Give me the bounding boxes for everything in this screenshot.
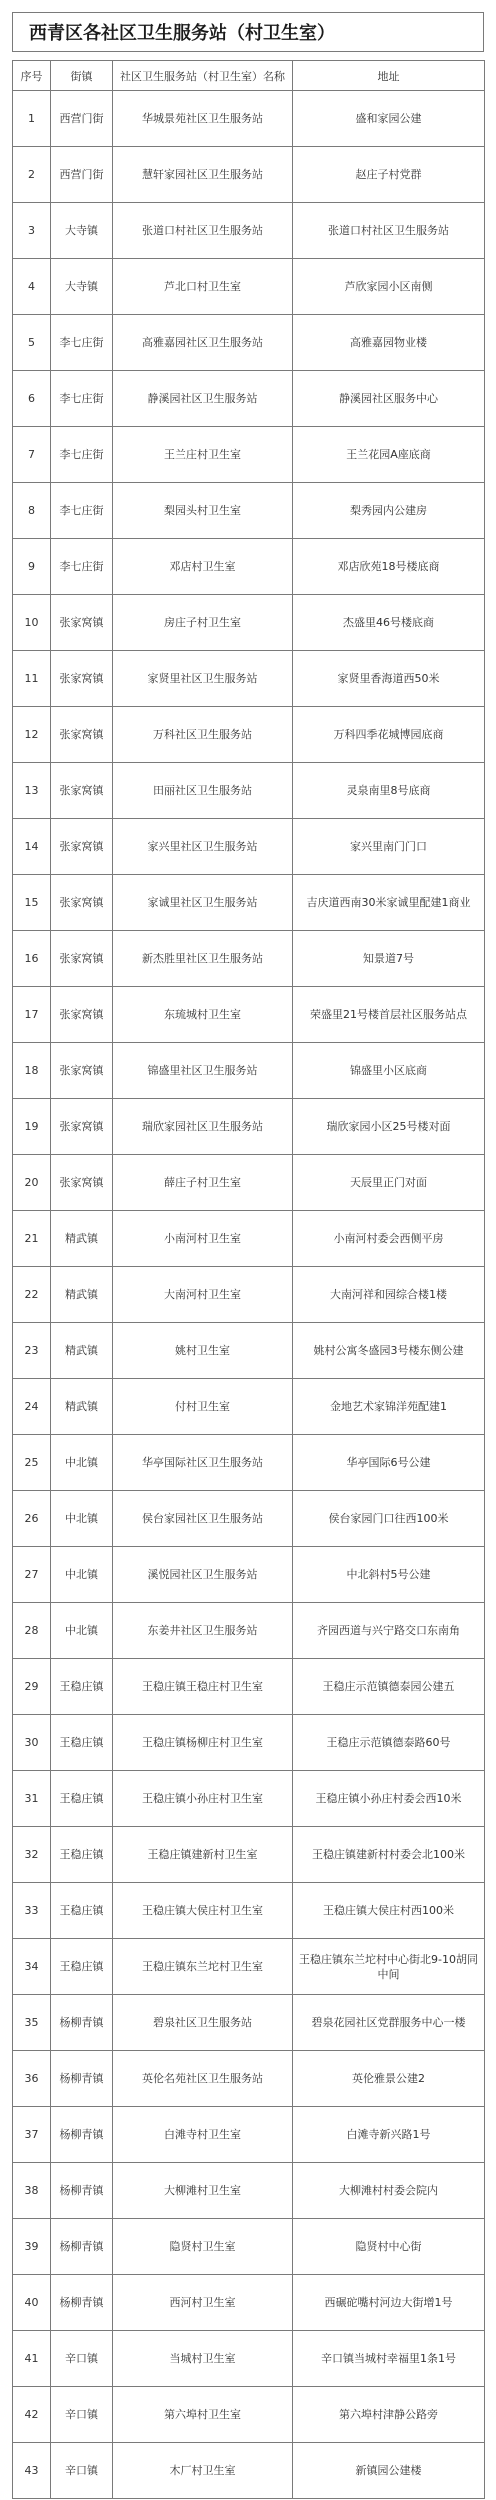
cell-street: 精武镇 xyxy=(51,1267,113,1323)
cell-name: 木厂村卫生室 xyxy=(113,2443,293,2499)
cell-name: 东琉城村卫生室 xyxy=(113,987,293,1043)
cell-index: 43 xyxy=(13,2443,51,2499)
cell-street: 辛口镇 xyxy=(51,2331,113,2387)
cell-street: 王稳庄镇 xyxy=(51,1883,113,1939)
cell-street: 西营门街 xyxy=(51,147,113,203)
cell-address: 王兰花园A座底商 xyxy=(293,427,485,483)
cell-address: 新镇园公建楼 xyxy=(293,2443,485,2499)
cell-street: 王稳庄镇 xyxy=(51,1659,113,1715)
cell-index: 26 xyxy=(13,1491,51,1547)
cell-address: 小南河村委会西侧平房 xyxy=(293,1211,485,1267)
cell-name: 薛庄子村卫生室 xyxy=(113,1155,293,1211)
header-address: 地址 xyxy=(293,61,485,91)
cell-index: 24 xyxy=(13,1379,51,1435)
cell-name: 王稳庄镇小孙庄村卫生室 xyxy=(113,1771,293,1827)
cell-street: 辛口镇 xyxy=(51,2443,113,2499)
cell-address: 高雅嘉园物业楼 xyxy=(293,315,485,371)
table-row xyxy=(13,1435,485,1491)
cell-name: 瑞欣家园社区卫生服务站 xyxy=(113,1099,293,1155)
cell-street: 杨柳青镇 xyxy=(51,2163,113,2219)
cell-name: 白滩寺村卫生室 xyxy=(113,2107,293,2163)
table-row xyxy=(13,1323,485,1379)
cell-index: 2 xyxy=(13,147,51,203)
cell-address: 锦盛里小区底商 xyxy=(293,1043,485,1099)
table-row xyxy=(13,2163,485,2219)
cell-address: 王稳庄镇建新村村委会北100米 xyxy=(293,1827,485,1883)
cell-address: 白滩寺新兴路1号 xyxy=(293,2107,485,2163)
cell-index: 6 xyxy=(13,371,51,427)
cell-address: 芦欣家园小区南侧 xyxy=(293,259,485,315)
cell-street: 张家窝镇 xyxy=(51,875,113,931)
table-row xyxy=(13,1771,485,1827)
cell-name: 邓店村卫生室 xyxy=(113,539,293,595)
cell-address: 梨秀园内公建房 xyxy=(293,483,485,539)
cell-index: 5 xyxy=(13,315,51,371)
cell-name: 大南河村卫生室 xyxy=(113,1267,293,1323)
table-row xyxy=(13,707,485,763)
cell-street: 西营门街 xyxy=(51,91,113,147)
cell-index: 34 xyxy=(13,1939,51,1995)
cell-index: 7 xyxy=(13,427,51,483)
cell-name: 侯台家园社区卫生服务站 xyxy=(113,1491,293,1547)
cell-street: 杨柳青镇 xyxy=(51,2107,113,2163)
cell-name: 王兰庄村卫生室 xyxy=(113,427,293,483)
header-name: 社区卫生服务站（村卫生室）名称 xyxy=(113,61,293,91)
cell-address: 邓店欣苑18号楼底商 xyxy=(293,539,485,595)
cell-name: 王稳庄镇建新村卫生室 xyxy=(113,1827,293,1883)
table-row xyxy=(13,651,485,707)
table-row xyxy=(13,539,485,595)
cell-name: 房庄子村卫生室 xyxy=(113,595,293,651)
cell-address: 家兴里南门门口 xyxy=(293,819,485,875)
cell-address: 家贤里香海道西50米 xyxy=(293,651,485,707)
cell-index: 11 xyxy=(13,651,51,707)
cell-name: 万科社区卫生服务站 xyxy=(113,707,293,763)
table-row xyxy=(13,763,485,819)
cell-address: 瑞欣家园小区25号楼对面 xyxy=(293,1099,485,1155)
clinic-table xyxy=(12,60,485,2499)
table-row xyxy=(13,1547,485,1603)
cell-index: 36 xyxy=(13,2051,51,2107)
cell-address: 荣盛里21号楼首层社区服务站点 xyxy=(293,987,485,1043)
cell-name: 姚村卫生室 xyxy=(113,1323,293,1379)
cell-street: 张家窝镇 xyxy=(51,819,113,875)
cell-street: 王稳庄镇 xyxy=(51,1939,113,1995)
cell-street: 王稳庄镇 xyxy=(51,1827,113,1883)
cell-street: 张家窝镇 xyxy=(51,987,113,1043)
cell-index: 15 xyxy=(13,875,51,931)
cell-address: 杰盛里46号楼底商 xyxy=(293,595,485,651)
cell-address: 静溪园社区服务中心 xyxy=(293,371,485,427)
cell-index: 37 xyxy=(13,2107,51,2163)
cell-street: 李七庄街 xyxy=(51,371,113,427)
cell-address: 知景道7号 xyxy=(293,931,485,987)
cell-name: 东姜井社区卫生服务站 xyxy=(113,1603,293,1659)
cell-address: 碧泉花园社区党群服务中心一楼 xyxy=(293,1995,485,2051)
table-row xyxy=(13,2275,485,2331)
cell-name: 华亭国际社区卫生服务站 xyxy=(113,1435,293,1491)
cell-index: 23 xyxy=(13,1323,51,1379)
cell-street: 李七庄街 xyxy=(51,427,113,483)
cell-index: 42 xyxy=(13,2387,51,2443)
cell-index: 39 xyxy=(13,2219,51,2275)
cell-name: 大柳滩村卫生室 xyxy=(113,2163,293,2219)
table-row xyxy=(13,2387,485,2443)
cell-address: 姚村公寓冬盛园3号楼东侧公建 xyxy=(293,1323,485,1379)
cell-index: 4 xyxy=(13,259,51,315)
cell-street: 张家窝镇 xyxy=(51,1155,113,1211)
table-row xyxy=(13,1491,485,1547)
table-row xyxy=(13,427,485,483)
cell-name: 当城村卫生室 xyxy=(113,2331,293,2387)
table-row xyxy=(13,875,485,931)
cell-index: 13 xyxy=(13,763,51,819)
cell-street: 李七庄街 xyxy=(51,539,113,595)
cell-address: 侯台家园门口往西100米 xyxy=(293,1491,485,1547)
cell-name: 付村卫生室 xyxy=(113,1379,293,1435)
cell-street: 李七庄街 xyxy=(51,483,113,539)
cell-index: 35 xyxy=(13,1995,51,2051)
table-row xyxy=(13,1939,485,1995)
cell-address: 大南河祥和园综合楼1楼 xyxy=(293,1267,485,1323)
cell-address: 赵庄子村党群 xyxy=(293,147,485,203)
cell-name: 家贤里社区卫生服务站 xyxy=(113,651,293,707)
cell-street: 张家窝镇 xyxy=(51,931,113,987)
table-body xyxy=(13,91,485,2499)
cell-street: 精武镇 xyxy=(51,1323,113,1379)
cell-street: 大寺镇 xyxy=(51,203,113,259)
cell-street: 张家窝镇 xyxy=(51,595,113,651)
header-row xyxy=(13,61,485,91)
cell-name: 张道口村社区卫生服务站 xyxy=(113,203,293,259)
table-row xyxy=(13,315,485,371)
table-row xyxy=(13,147,485,203)
cell-index: 20 xyxy=(13,1155,51,1211)
cell-address: 王稳庄示范镇德泰路60号 xyxy=(293,1715,485,1771)
cell-index: 9 xyxy=(13,539,51,595)
table-row xyxy=(13,2051,485,2107)
cell-name: 芦北口村卫生室 xyxy=(113,259,293,315)
cell-address: 第六埠村津静公路旁 xyxy=(293,2387,485,2443)
cell-street: 张家窝镇 xyxy=(51,1043,113,1099)
cell-name: 王稳庄镇杨柳庄村卫生室 xyxy=(113,1715,293,1771)
table-row xyxy=(13,1211,485,1267)
cell-address: 英伦雅景公建2 xyxy=(293,2051,485,2107)
table-row xyxy=(13,1659,485,1715)
cell-name: 田丽社区卫生服务站 xyxy=(113,763,293,819)
table-row xyxy=(13,259,485,315)
table-row xyxy=(13,483,485,539)
cell-address: 中北斜村5号公建 xyxy=(293,1547,485,1603)
cell-address: 吉庆道西南30米家诚里配建1商业 xyxy=(293,875,485,931)
cell-address: 华亭国际6号公建 xyxy=(293,1435,485,1491)
cell-street: 张家窝镇 xyxy=(51,707,113,763)
cell-street: 王稳庄镇 xyxy=(51,1771,113,1827)
table-row xyxy=(13,1995,485,2051)
table-row xyxy=(13,2443,485,2499)
cell-index: 40 xyxy=(13,2275,51,2331)
cell-address: 辛口镇当城村幸福里1条1号 xyxy=(293,2331,485,2387)
cell-index: 14 xyxy=(13,819,51,875)
cell-index: 8 xyxy=(13,483,51,539)
cell-address: 王稳庄镇小孙庄村委会西10米 xyxy=(293,1771,485,1827)
cell-index: 27 xyxy=(13,1547,51,1603)
cell-street: 杨柳青镇 xyxy=(51,2219,113,2275)
cell-street: 精武镇 xyxy=(51,1379,113,1435)
cell-name: 华城景苑社区卫生服务站 xyxy=(113,91,293,147)
table-row xyxy=(13,819,485,875)
cell-name: 家诚里社区卫生服务站 xyxy=(113,875,293,931)
cell-index: 33 xyxy=(13,1883,51,1939)
cell-address: 齐园西道与兴宁路交口东南角 xyxy=(293,1603,485,1659)
cell-address: 王稳庄镇东兰坨村中心街北9-10胡同中间 xyxy=(293,1939,485,1995)
cell-index: 3 xyxy=(13,203,51,259)
cell-street: 李七庄街 xyxy=(51,315,113,371)
table-row xyxy=(13,1155,485,1211)
cell-address: 隐贤村中心街 xyxy=(293,2219,485,2275)
cell-name: 溪悦园社区卫生服务站 xyxy=(113,1547,293,1603)
cell-name: 慧轩家园社区卫生服务站 xyxy=(113,147,293,203)
cell-address: 灵泉南里8号底商 xyxy=(293,763,485,819)
cell-name: 隐贤村卫生室 xyxy=(113,2219,293,2275)
table-row xyxy=(13,2219,485,2275)
header-street: 街镇 xyxy=(51,61,113,91)
table-row xyxy=(13,2107,485,2163)
cell-name: 高雅嘉园社区卫生服务站 xyxy=(113,315,293,371)
page-title: 西青区各社区卫生服务站（村卫生室） xyxy=(29,23,335,44)
cell-index: 38 xyxy=(13,2163,51,2219)
cell-index: 30 xyxy=(13,1715,51,1771)
cell-street: 张家窝镇 xyxy=(51,763,113,819)
cell-address: 张道口村社区卫生服务站 xyxy=(293,203,485,259)
table-row xyxy=(13,1827,485,1883)
title-bar xyxy=(12,12,484,52)
cell-name: 王稳庄镇东兰坨村卫生室 xyxy=(113,1939,293,1995)
cell-index: 22 xyxy=(13,1267,51,1323)
cell-street: 中北镇 xyxy=(51,1491,113,1547)
cell-street: 张家窝镇 xyxy=(51,1099,113,1155)
cell-index: 17 xyxy=(13,987,51,1043)
cell-address: 大柳滩村村委会院内 xyxy=(293,2163,485,2219)
table-row xyxy=(13,2331,485,2387)
cell-street: 中北镇 xyxy=(51,1547,113,1603)
cell-name: 静溪园社区卫生服务站 xyxy=(113,371,293,427)
cell-name: 锦盛里社区卫生服务站 xyxy=(113,1043,293,1099)
cell-street: 杨柳青镇 xyxy=(51,2275,113,2331)
cell-address: 王稳庄镇大侯庄村西100米 xyxy=(293,1883,485,1939)
table-row xyxy=(13,203,485,259)
cell-name: 英伦名苑社区卫生服务站 xyxy=(113,2051,293,2107)
cell-street: 王稳庄镇 xyxy=(51,1715,113,1771)
cell-index: 12 xyxy=(13,707,51,763)
cell-street: 张家窝镇 xyxy=(51,651,113,707)
table-row xyxy=(13,1715,485,1771)
cell-address: 盛和家园公建 xyxy=(293,91,485,147)
cell-index: 1 xyxy=(13,91,51,147)
cell-name: 新杰胜里社区卫生服务站 xyxy=(113,931,293,987)
table-row xyxy=(13,91,485,147)
cell-index: 18 xyxy=(13,1043,51,1099)
cell-name: 梨园头村卫生室 xyxy=(113,483,293,539)
table-row xyxy=(13,1379,485,1435)
cell-index: 29 xyxy=(13,1659,51,1715)
cell-index: 25 xyxy=(13,1435,51,1491)
cell-name: 西河村卫生室 xyxy=(113,2275,293,2331)
cell-name: 小南河村卫生室 xyxy=(113,1211,293,1267)
cell-name: 家兴里社区卫生服务站 xyxy=(113,819,293,875)
table-row xyxy=(13,931,485,987)
cell-index: 16 xyxy=(13,931,51,987)
cell-address: 天辰里正门对面 xyxy=(293,1155,485,1211)
table-row xyxy=(13,371,485,427)
cell-street: 中北镇 xyxy=(51,1435,113,1491)
table-row xyxy=(13,1043,485,1099)
cell-name: 第六埠村卫生室 xyxy=(113,2387,293,2443)
cell-street: 辛口镇 xyxy=(51,2387,113,2443)
cell-name: 王稳庄镇王稳庄村卫生室 xyxy=(113,1659,293,1715)
cell-address: 万科四季花城博园底商 xyxy=(293,707,485,763)
header-index: 序号 xyxy=(13,61,51,91)
cell-index: 21 xyxy=(13,1211,51,1267)
cell-index: 31 xyxy=(13,1771,51,1827)
cell-index: 19 xyxy=(13,1099,51,1155)
cell-index: 28 xyxy=(13,1603,51,1659)
cell-address: 王稳庄示范镇德泰园公建五 xyxy=(293,1659,485,1715)
table-row xyxy=(13,595,485,651)
cell-street: 杨柳青镇 xyxy=(51,2051,113,2107)
cell-street: 精武镇 xyxy=(51,1211,113,1267)
cell-name: 碧泉社区卫生服务站 xyxy=(113,1995,293,2051)
cell-address: 西碾砣嘴村河边大街增1号 xyxy=(293,2275,485,2331)
table-row xyxy=(13,987,485,1043)
cell-index: 10 xyxy=(13,595,51,651)
table-row xyxy=(13,1099,485,1155)
cell-address: 金地艺术家锦洋苑配建1 xyxy=(293,1379,485,1435)
cell-street: 杨柳青镇 xyxy=(51,1995,113,2051)
cell-index: 41 xyxy=(13,2331,51,2387)
cell-street: 中北镇 xyxy=(51,1603,113,1659)
cell-street: 大寺镇 xyxy=(51,259,113,315)
table-row xyxy=(13,1267,485,1323)
table-row xyxy=(13,1883,485,1939)
table-row xyxy=(13,1603,485,1659)
cell-index: 32 xyxy=(13,1827,51,1883)
cell-name: 王稳庄镇大侯庄村卫生室 xyxy=(113,1883,293,1939)
